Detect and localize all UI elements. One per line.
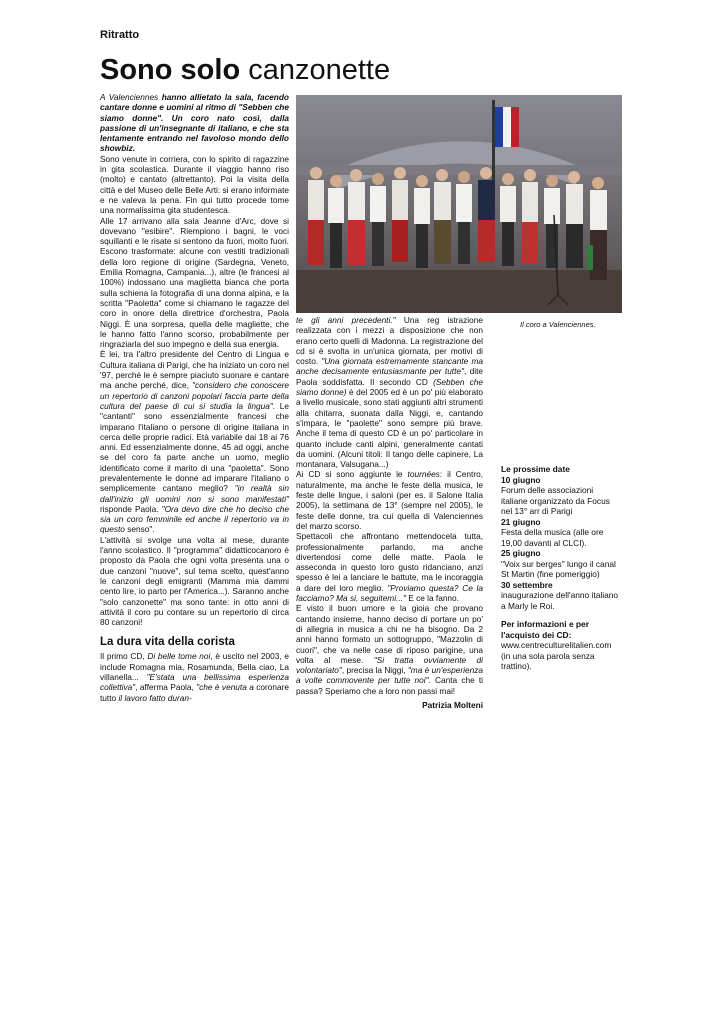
body-paragraph: E visto il buon umore e la gioia che provano cantando insieme, hanno deciso di portare un po' di allegria in musica a chi ne ha bisogno. Da 2 anni hanno formato un sottogruppo, "Mazzolin di cuori", che va nelle case di riposo parigine, una volta al mese. "Si tratta ovviamente di volontariato", precisa la Niggi, "ma è un'esperienza a volte commovente per tutte noi". Canta che ti passa? Speriamo che a loro non passi mai! <box>296 603 483 696</box>
sidebar-title: Le prossime date <box>501 464 570 474</box>
info-text: www.centreculturelitalien.com (in una sola parola senza trattino). <box>501 640 612 671</box>
headline <box>100 52 390 88</box>
event-text: Forum delle associazioni italiane organizzato da Focus nel 13° arr di Parigi <box>501 485 610 516</box>
subheading: La dura vita della corista <box>100 636 235 649</box>
event-date: 10 giugno <box>501 474 541 485</box>
photo-caption: Il coro a Valenciennes. <box>520 320 596 329</box>
event-text: inaugurazione dell'anno italiano a Marly le Roi. <box>501 590 619 611</box>
event-text: Festa della musica (alle ore 19,00 davanti al CLCI). <box>501 527 604 548</box>
event-date: 30 settembre <box>501 579 553 590</box>
article-column-2 <box>296 315 483 710</box>
info-title: Per informazioni e per l'acquisto dei CD: <box>501 619 589 640</box>
choir-photo-image <box>296 95 622 313</box>
event-date: 21 giugno <box>501 516 541 527</box>
byline: Patrizia Molteni <box>422 699 483 710</box>
body-paragraph: Il primo CD, Di belle tome noi, è uscito nel 2003, e include Romagna mia, Rosamunda, Bella ciao, La villanella... "E'stata una bellissima esperienza collettiva", afferma Paola, "che è venuta a coronare tutto il lavoro fatto duran- <box>100 651 289 703</box>
body-paragraph: Sono venute in corriera, con lo spirito di ragazzine in gita scolastica. Durante il viaggio hanno riso (molto) e cantato (altrettanto). Poi la visita della città e del Museo delle Belle Arti: si erano informate e ne valeva la pena. Fin qui tutto procede tome una normalissima gita studentesca. <box>100 153 289 216</box>
event-date: 25 giugno <box>501 548 541 558</box>
section-label: Ritratto <box>100 29 140 41</box>
body-paragraph: Ai CD si sono aggiunte le tournées: il Centro, naturalmente, ma anche le feste della musica, le feste delle lingue, i saloni (per es. il Salone Italia 2005), la settimana de 13° (sempre nel 2005), le feste delle donne, tra cui quella di Valenciennes del marzo scorso. <box>296 469 484 531</box>
body-paragraph: È lei, tra l'altro presidente del Centro di Lingua e Cultura italiana di Parigi, che ha iniziato un coro nel '97, perché le è sempre piaciuto suonare e cantare ma anche perché, dice, "considero che conoscere un repertorio di canzoni popolari faccia parte della cultura del paese di cui si studia la lingua". Le "cantanti" sono essenzialmente francesi che imparano l'italiano o persone di origine italiana in cerca delle proprie radici. Età variabile dai 18 ai 76 anni. Ed essenzialmente donne, 45 ad oggi, anche se del coro fa parte anche un uomo, meglio identificato come il marito di una "paoletta". Sono prevalentemente le donne ad imparare l'italiano o semplicemente cantano meglio? "in realtà sin dall'inizio gli uomini non si sono manifestati" risponde Paola. "Ora devo dire che ho deciso che sia un coro femminile ed anche il repertorio va in questo senso". <box>100 349 290 535</box>
body-paragraph: Spettacoli che affrontano mettendocela tutta, professionalmente parlando, ma anche divertendosi come delle matte. Paola le asseconda in questo loro gusto ridanciano, anzi spesso è lei a lanciare le battute, ma le incoraggia a dare del loro meglio. "Proviamo questa? Ce la facciamo? Ma si, seguitemi..." E ce la fanno. <box>296 531 483 604</box>
choir-photo <box>296 95 622 313</box>
sidebar-events <box>501 464 621 672</box>
lead-paragraph: A Valenciennes hanno allietato la sala, facendo cantare donne e uomini al ritmo di "Sebben che siamo donne". Un coro nato così, dalla passione di un'insegnante di italiano, e che sta lentamente entrando nel favoloso mondo dello showbiz. <box>100 92 289 154</box>
headline-light: canzonette <box>248 54 391 86</box>
body-paragraph: L'attività si svolge una volta al mese, durante l'anno scolastico. Il "programma" didatticocanoro è proposto da Paola che ogni volta presenta una o due canzoni "nuove", sul tema scelto, quest'anno le canzoni degli emigranti (Mamma mia dammi cento lire, io parto per l'America...). Saranno anche "solo canzonette" ma sono tante: in otto anni di attività il coro pu contare su un repertorio di circa 80 canzoni! <box>100 534 289 628</box>
body-paragraph: Alle 17 arrivano alla sala Jeanne d'Arc, dove si dovevano "esibire". Riempiono i bagni, le voci squillanti e le risate si sentono da fuori, molto fuori. Escono trasformate: alcune con vestiti tradizionali della loro regione di origine (Sardegna, Veneto, Emilia Romagna, Campania...), altre (le francesi al 100%) indossano una maglietta bianca che porta sulla schiena la fotografia di una donna alpina, e la scritta "Paoletta" come si chiamano le ragazze del coro in onore della direttrice d'orchestra, Paola Niggi. È una sorpresa, quella delle magliette, che le hanno fatto l'anno scorso, probabilmente per ringraziarla del suo impegno e della sua energia. <box>100 215 289 350</box>
article-column-1 <box>100 92 289 703</box>
headline-bold: Sono solo <box>100 54 241 86</box>
body-paragraph: te gli anni precedenti." Una reg istrazione realizzata con i mezzi a disposizione che non erano certo quelli di Madonna. La registrazione del cd si è svolta in un'unica giornata, per motivi di costo. "Una giornata estremamente stancante ma anche decisamente entusiasmante per tutte", dite Paola soddisfatta. Il secondo CD (Sebben che siamo donne) è del 2005 ed è un po' più elaborato a livello musicale, sono stati aggiunti altri strumenti alla chitarra, suonata dalla Niggi, e, cantando s'impara, le "paolette" sono sempre più brave. Anche il tema di questo CD è un po' particolare in quanto include canti alpini, generalmente cantati da uomini. (Alcuni titoli: Il tango delle capinere, La montanara, Valsugana...) <box>296 315 483 470</box>
event-text: "Voix sur berges" lungo il canal St Martin (fine pomeriggio) <box>501 558 616 579</box>
